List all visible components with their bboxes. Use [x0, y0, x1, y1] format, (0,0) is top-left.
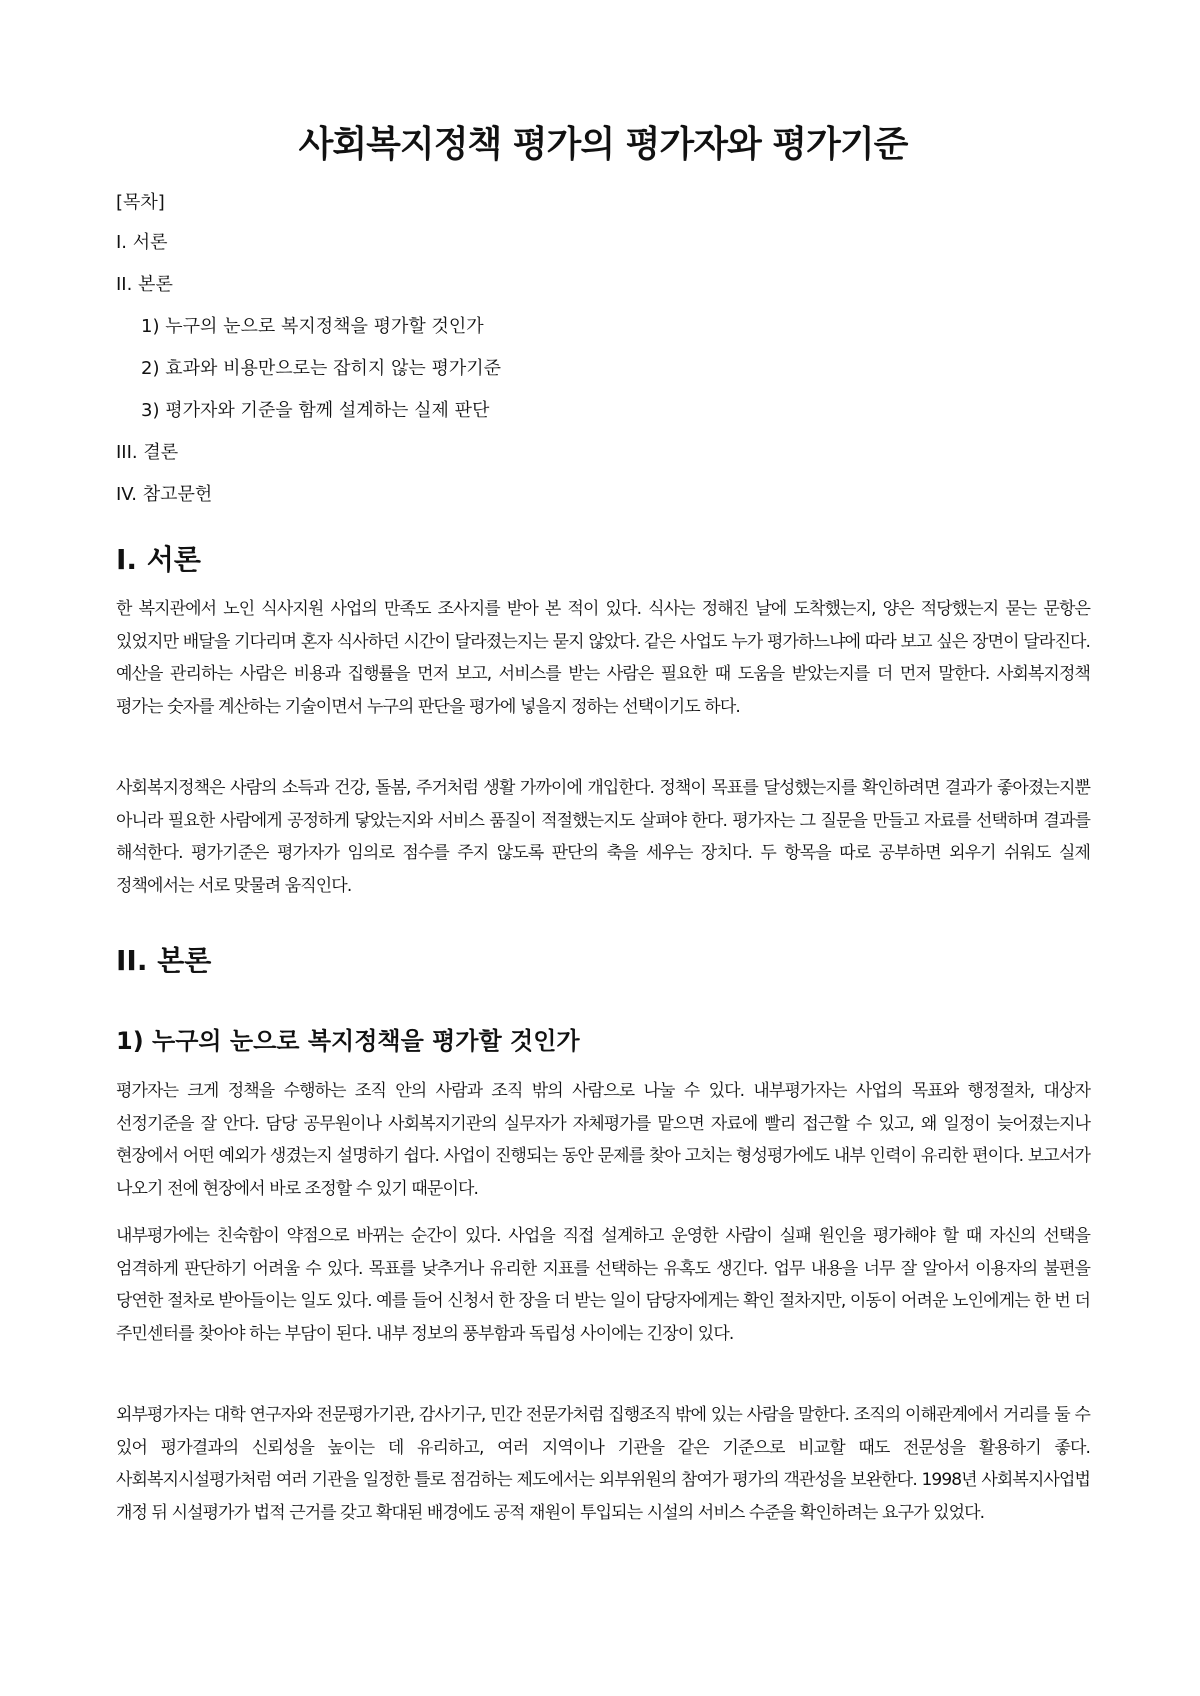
toc-item-references: IV. 참고문헌 — [116, 484, 213, 505]
toc-item-conclusion: III. 결론 — [116, 442, 179, 463]
toc-item-body-sub3: 3) 평가자와 기준을 함께 설계하는 실제 판단 — [141, 400, 490, 421]
body-sub1-paragraph-3: 외부평가자는 대학 연구자와 전문평가기관, 감사기구, 민간 전문가처럼 집행조직 밖에 있는 사람을 말한다. 조직의 이해관계에서 거리를 둘 수 있어 평가결과의 신뢰성을 높이는 데 유리하고, 여러 지역이나 기관을 같은 기준으로 비교할 때도 전문성을 활용하기 좋다. 사회복지시설평가처럼 여러 기관을 일정한 틀로 점검하는 제도에서는 외부위원의 참여가 평가의 객관성을 보완한다. 1998년 사회복지사업법 개정 뒤 시설평가가 법적 근거를 갖고 확대된 배경에도 공적 재원이 투입되는 시설의 서비스 수준을 확인하려는 요구가 있었다. — [116, 1405, 1090, 1523]
toc-item-body-sub1: 1) 누구의 눈으로 복지정책을 평가할 것인가 — [141, 316, 484, 337]
intro-paragraph-2: 사회복지정책은 사람의 소득과 건강, 돌봄, 주거처럼 생활 가까이에 개입한다. 정책이 목표를 달성했는지를 확인하려면 결과가 좋아졌는지뿐 아니라 필요한 사람에게 공정하게 닿았는지와 서비스 품질이 적절했는지도 살펴야 한다. 평가자는 그 질문을 만들고 자료를 선택하며 결과를 해석한다. 평가기준은 평가자가 임의로 점수를 주지 않도록 판단의 축을 세우는 장치다. 두 항목을 따로 공부하면 외우기 쉬워도 실제 정책에서는 서로 맞물려 움직인다. — [116, 778, 1090, 896]
intro-paragraph-1: 한 복지관에서 노인 식사지원 사업의 만족도 조사지를 받아 본 적이 있다. 식사는 정해진 날에 도착했는지, 양은 적당했는지 묻는 문항은 있었지만 배달을 기다리며 혼자 식사하던 시간이 달라졌는지는 묻지 않았다. 같은 사업도 누가 평가하느냐에 따라 보고 싶은 장면이 달라진다. 예산을 관리하는 사람은 비용과 집행률을 먼저 보고, 서비스를 받는 사람은 필요한 때 도움을 받았는지를 더 먼저 말한다. 사회복지정책 평가는 숫자를 계산하는 기술이면서 누구의 판단을 평가에 넣을지 정하는 선택이기도 하다. — [116, 599, 1090, 717]
subsection-heading-1: 1) 누구의 눈으로 복지정책을 평가할 것인가 — [116, 1027, 580, 1055]
toc-item-body-sub2: 2) 효과와 비용만으로는 잡히지 않는 평가기준 — [141, 358, 502, 379]
toc-item-introduction: I. 서론 — [116, 232, 168, 253]
body-sub1-paragraph-2: 내부평가에는 친숙함이 약점으로 바뀌는 순간이 있다. 사업을 직접 설계하고 운영한 사람이 실패 원인을 평가해야 할 때 자신의 선택을 엄격하게 판단하기 어려울 수 있다. 목표를 낮추거나 유리한 지표를 선택하는 유혹도 생긴다. 업무 내용을 너무 잘 알아서 이용자의 불편을 당연한 절차로 받아들이는 일도 있다. 예를 들어 신청서 한 장을 더 받는 일이 담당자에게는 확인 절차지만, 이동이 어려운 노인에게는 한 번 더 주민센터를 찾아야 하는 부담이 된다. 내부 정보의 풍부함과 독립성 사이에는 긴장이 있다. — [116, 1226, 1090, 1344]
toc-label: [목차] — [116, 192, 165, 213]
table-of-contents — [116, 191, 1090, 525]
toc-item-body: II. 본론 — [116, 274, 173, 295]
body-sub1-paragraph-1: 평가자는 크게 정책을 수행하는 조직 안의 사람과 조직 밖의 사람으로 나눌 수 있다. 내부평가자는 사업의 목표와 행정절차, 대상자 선정기준을 잘 안다. 담당 공무원이나 사회복지기관의 실무자가 자체평가를 맡으면 자료에 빨리 접근할 수 있고, 왜 일정이 늦어졌는지나 현장에서 어떤 예외가 생겼는지 설명하기 쉽다. 사업이 진행되는 동안 문제를 찾아 고치는 형성평가에도 내부 인력이 유리한 편이다. 보고서가 나오기 전에 현장에서 바로 조정할 수 있기 때문이다. — [116, 1081, 1090, 1199]
section-heading-body: II. 본론 — [116, 944, 212, 977]
document-title: 사회복지정책 평가의 평가자와 평가기준 — [298, 124, 908, 165]
section-heading-introduction: I. 서론 — [116, 543, 201, 576]
